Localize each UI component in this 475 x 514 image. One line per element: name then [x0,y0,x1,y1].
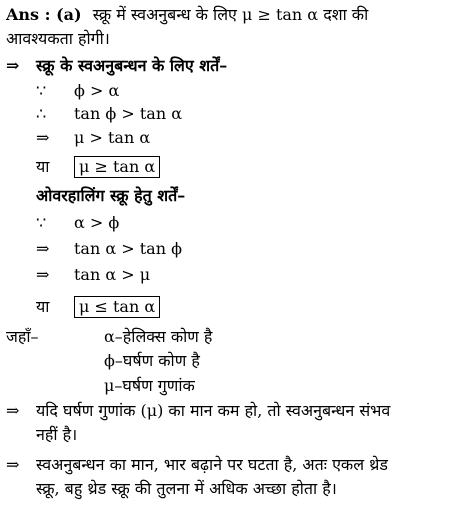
self-locking-step-1: ∵ ϕ > α [36,81,120,100]
answer-line-2: आवश्यकता होगी। [6,29,110,48]
definition-phi: ϕ–घर्षण कोण है [104,351,200,370]
implies-icon: ⇒ [6,455,20,474]
overhauling-step-1: ∵ α > ϕ [36,213,120,232]
note-1-line-2: नहीं है। [36,425,78,444]
or-label: या [36,157,50,176]
self-locking-boxed-condition: μ ≥ tan α [74,156,160,178]
because-icon: ∵ [36,213,47,232]
implies-icon: ⇒ [6,56,20,75]
implies-icon: ⇒ [36,265,50,284]
note-2-line-2: स्क्रू, बहु थ्रेड स्क्रू की तुलना में अधिक अच्छा होता है। [36,479,337,498]
or-label: या [36,297,50,316]
overhauling-result [36,296,160,318]
overhauling-step-3: ⇒ tan α > μ [36,265,151,284]
implies-icon: ⇒ [36,128,50,147]
note-1-line-1: ⇒ यदि घर्षण गुणांक (μ) का मान कम हो, तो स्वअनुबन्धन संभव [6,401,391,420]
self-locking-step-3: ⇒ μ > tan α [36,128,151,147]
overhauling-heading: ओवरहालिंग स्क्रू हेतु शर्तें– [36,186,186,205]
because-icon: ∵ [36,81,47,100]
definition-mu: μ–घर्षण गुणांक [104,376,195,395]
self-locking-step-2: ∴ tan ϕ > tan α [36,104,183,123]
overhauling-boxed-condition: μ ≤ tan α [74,296,160,318]
answer-text-1: स्क्रू में स्वअनुबन्ध के लिए μ ≥ tan α दशा की [92,5,369,24]
implies-icon: ⇒ [36,239,50,258]
self-locking-heading: ⇒ स्क्रू के स्वअनुबन्धन के लिए शर्तें– [6,56,228,75]
where-label: जहाँ– [6,327,39,346]
implies-icon: ⇒ [6,401,20,420]
definition-alpha: α–हेलिक्स कोण है [104,327,213,346]
answer-label: Ans : (a) [6,5,82,24]
answer-line-1 [6,4,368,26]
overhauling-step-2: ⇒ tan α > tan ϕ [36,239,183,258]
therefore-icon: ∴ [36,104,47,123]
note-2-line-1: ⇒ स्वअनुबन्धन का मान, भार बढ़ाने पर घटता है, अतः एकल थ्रेड [6,455,388,474]
self-locking-result [36,156,160,178]
